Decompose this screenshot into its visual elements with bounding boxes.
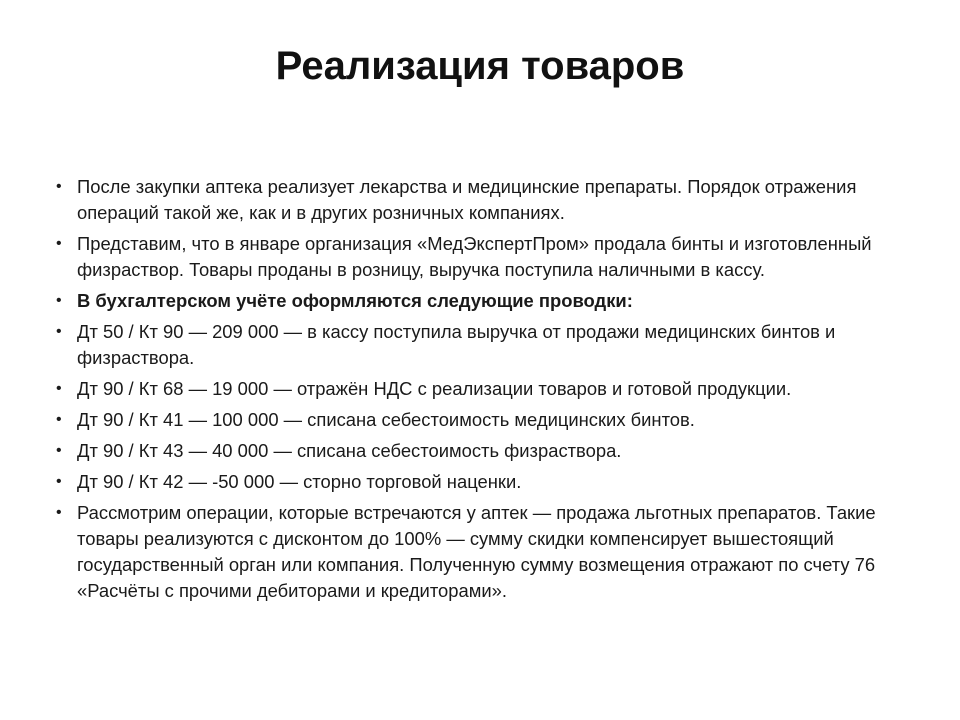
bullet-dot-icon: • <box>56 411 62 428</box>
bullet-item <box>52 376 912 402</box>
bullet-text: В бухгалтерском учёте оформляются следующие проводки: <box>77 290 633 311</box>
bullet-list <box>52 174 912 609</box>
bullet-dot-icon: • <box>56 504 62 521</box>
bullet-item <box>52 469 912 495</box>
bullet-item <box>52 174 912 226</box>
bullet-dot-icon: • <box>56 292 62 309</box>
bullet-item <box>52 407 912 433</box>
bullet-text: Дт 90 / Кт 68 — 19 000 — отражён НДС с реализации товаров и готовой продукции. <box>77 378 792 399</box>
bullet-text: Дт 90 / Кт 43 — 40 000 — списана себестоимость физраствора. <box>77 440 622 461</box>
bullet-item <box>52 288 912 314</box>
bullet-item <box>52 500 912 604</box>
bullet-dot-icon: • <box>56 442 62 459</box>
bullet-dot-icon: • <box>56 178 62 195</box>
bullet-text: Дт 90 / Кт 42 — -50 000 — сторно торговой наценки. <box>77 471 522 492</box>
bullet-text: После закупки аптека реализует лекарства и медицинские препараты. Порядок отражения операций такой же, как и в других розничных компаниях. <box>77 176 857 223</box>
bullet-text: Представим, что в январе организация «МедЭкспертПром» продала бинты и изготовленный физраствор. Товары проданы в розницу, выручка поступила наличными в кассу. <box>77 233 872 280</box>
bullet-dot-icon: • <box>56 473 62 490</box>
bullet-text: Рассмотрим операции, которые встречаются у аптек — продажа льготных препаратов. Такие товары реализуются с дисконтом до 100% — сумму скидки компенсирует вышестоящий государственный орган или компания. Полученную сумму возмещения отражают по счету 76 «Расчёты с прочими дебиторами и кредиторами». <box>77 502 876 601</box>
bullet-text: Дт 50 / Кт 90 — 209 000 — в кассу поступила выручка от продажи медицинских бинтов и физраствора. <box>77 321 836 368</box>
bullet-dot-icon: • <box>56 235 62 252</box>
bullet-text: Дт 90 / Кт 41 — 100 000 — списана себестоимость медицинских бинтов. <box>77 409 695 430</box>
bullet-dot-icon: • <box>56 323 62 340</box>
bullet-dot-icon: • <box>56 380 62 397</box>
slide-title: Реализация товаров <box>275 44 685 88</box>
bullet-item <box>52 231 912 283</box>
bullet-item <box>52 438 912 464</box>
bullet-item <box>52 319 912 371</box>
